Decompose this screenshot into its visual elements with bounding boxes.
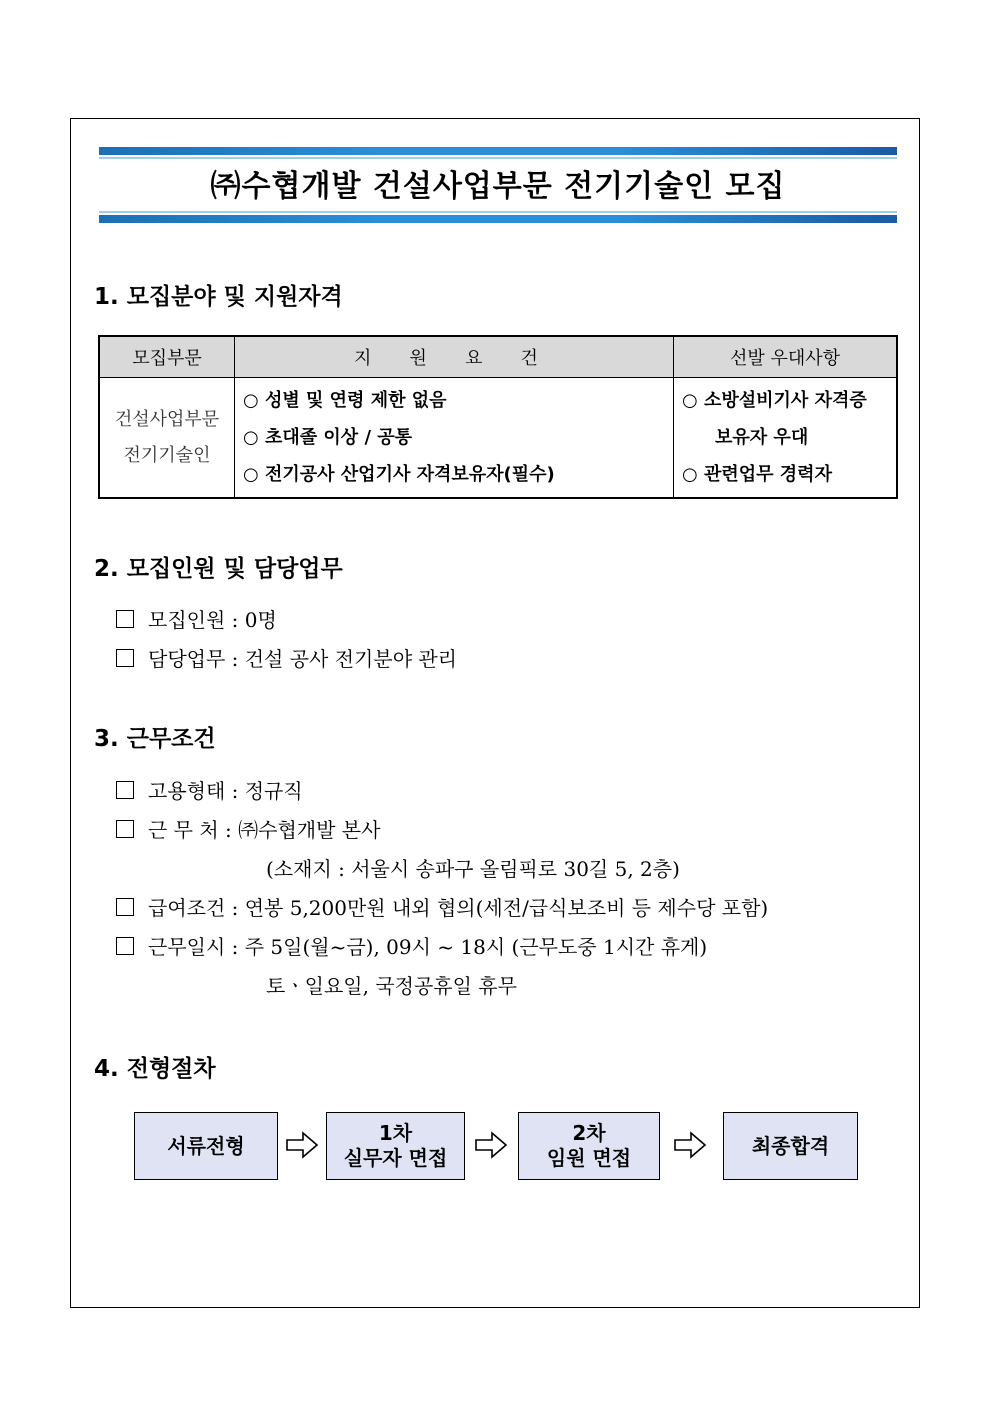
document-title: ㈜수협개발 건설사업부문 전기기술인 모집 xyxy=(210,169,786,204)
list-item xyxy=(116,775,303,804)
flow-step-sublabel: 임원 면접 xyxy=(546,1146,632,1170)
section-4-heading: 4. 전형절차 xyxy=(94,1056,216,1082)
title-bottom-bar xyxy=(99,215,897,223)
flow-step-label: 1차 xyxy=(378,1121,413,1145)
right-arrow-icon xyxy=(673,1130,707,1160)
item-text: 고용형태 : 정규직 xyxy=(148,779,303,803)
table-header-cell: 모집부문 xyxy=(99,336,235,378)
flow-step-final-acceptance xyxy=(723,1112,858,1180)
right-arrow-icon xyxy=(285,1130,319,1160)
list-item xyxy=(116,931,707,960)
checkbox-square-icon xyxy=(116,610,134,628)
preference-item: ○ 소방설비기사 자격증 xyxy=(682,390,867,411)
flow-step-second-interview xyxy=(518,1112,660,1180)
item-text: 담당업무 : 건설 공사 전기분야 관리 xyxy=(148,647,458,671)
requirement-item: ○ 전기공사 산업기사 자격보유자(필수) xyxy=(243,464,555,485)
table-header-cell: 지 원 요 건 xyxy=(235,336,674,378)
flow-step-label: 최종합격 xyxy=(751,1133,830,1158)
title-top-bar xyxy=(99,147,897,155)
list-item-continuation: 토ㆍ일요일, 국정공휴일 휴무 xyxy=(266,974,517,998)
preferences-cell xyxy=(674,378,898,499)
checkbox-square-icon xyxy=(116,820,134,838)
flow-step-sublabel: 실무자 면접 xyxy=(343,1146,448,1170)
division-line: 전기기술인 xyxy=(123,444,211,466)
checkbox-square-icon xyxy=(116,898,134,916)
table-header-cell: 선발 우대사항 xyxy=(674,336,898,378)
requirement-item: ○ 성별 및 연령 제한 없음 xyxy=(243,390,447,411)
preference-item: 보유자 우대 xyxy=(715,427,809,448)
list-item-continuation: (소재지 : 서울시 송파구 올림픽로 30길 5, 2층) xyxy=(266,857,680,881)
table-row xyxy=(99,378,897,499)
right-arrow-icon xyxy=(474,1130,508,1160)
flow-step-label: 서류전형 xyxy=(167,1133,245,1158)
flow-step-label: 2차 xyxy=(572,1121,606,1145)
section-1-heading: 1. 모집분야 및 지원자격 xyxy=(94,284,343,310)
item-text: 근무일시 : 주 5일(월~금), 09시 ~ 18시 (근무도중 1시간 휴게) xyxy=(148,935,708,959)
item-text: 모집인원 : 0명 xyxy=(148,608,277,632)
division-line: 건설사업부문 xyxy=(114,408,220,430)
item-text: 급여조건 : 연봉 5,200만원 내외 협의(세전/급식보조비 등 제수당 포함) xyxy=(148,896,769,920)
checkbox-square-icon xyxy=(116,937,134,955)
requirements-cell xyxy=(235,378,674,499)
requirements-table xyxy=(98,335,898,499)
list-item xyxy=(116,643,457,672)
table-header-row xyxy=(99,336,897,378)
list-item xyxy=(116,892,768,921)
checkbox-square-icon xyxy=(116,649,134,667)
list-item xyxy=(116,814,380,843)
flow-step-document-screening xyxy=(134,1112,278,1180)
requirement-item: ○ 초대졸 이상 / 공통 xyxy=(243,427,413,448)
section-2-heading: 2. 모집인원 및 담당업무 xyxy=(94,556,343,582)
checkbox-square-icon xyxy=(116,781,134,799)
section-3-heading: 3. 근무조건 xyxy=(94,726,216,752)
flow-step-first-interview xyxy=(326,1112,465,1180)
preference-item: ○ 관련업무 경력자 xyxy=(682,464,832,485)
list-item xyxy=(116,604,277,633)
division-cell xyxy=(99,378,235,499)
item-text: 근 무 처 : ㈜수협개발 본사 xyxy=(148,818,381,842)
